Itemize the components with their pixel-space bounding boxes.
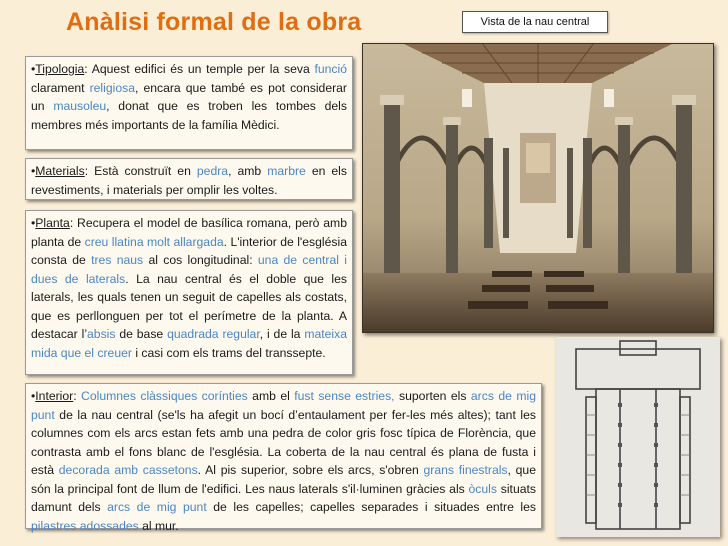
interior-box — [25, 383, 542, 533]
interior-text: : Columnes clàssiques corínties amb el fust sense estries, suporten els arcs de mig punt de la nau central (se'ls ha afegit un bocí d’entaulament per fer-les més altes); tant les columnes com els arcs estan fets amb una pedra de color gris fosc típica de Florència, que contrasta amb el fons blanc de l'església. La coberta de la nau central és plana de fusta i està decorada amb cassetons. Al pis superior, sobre els arcs, s'obren grans finestrals, que són la principal font de llum de l'edifici. Les naus laterals s'il·luminen gràcies als òculs situats damunt dels arcs de mig punt de les capelles; capelles separades i situades entre les pilastres adossades al mur. — [31, 389, 536, 533]
floor-plan-drawing — [556, 337, 720, 537]
bullet: • — [31, 389, 36, 403]
planta-text: : Recupera el model de basílica romana, però amb planta de creu llatina molt allargada. L'interior de l'església consta de tres naus al cos longitudinal: una de central i dues de laterals. La nau central és el doble que les laterals, les quals tenen un seguit de capelles als costats, que es perllonguen per tot el perímetre de la planta. A destacar l’absis de base quadrada regular, i de la mateixa mida que el creuer i casi com els trams del transsepte. — [31, 216, 348, 360]
bullet: • — [31, 164, 36, 178]
interior-heading: Interior — [35, 389, 74, 403]
tipologia-heading: Tipologia — [35, 62, 85, 76]
planta-box — [25, 210, 353, 375]
photo-caption: Vista de la nau central — [462, 11, 608, 33]
bullet: • — [31, 62, 36, 76]
bullet: • — [31, 216, 36, 230]
page-title: Anàlisi formal de la obra — [66, 8, 362, 36]
materials-heading: Materials — [35, 164, 85, 178]
tipologia-box — [25, 56, 353, 150]
nave-photo — [362, 43, 714, 333]
tipologia-text: : Aquest edifici és un temple per la seva funció clarament religiosa, encara que també es pot considerar un mausoleu, donat que es troben les tombes dels membres més importants de la família Mèdici. — [31, 62, 347, 132]
materials-box — [25, 158, 353, 200]
planta-heading: Planta — [35, 216, 70, 230]
materials-text: : Està construït en pedra, amb marbre en els revestiments, i materials per omplir les voltes. — [31, 164, 347, 197]
